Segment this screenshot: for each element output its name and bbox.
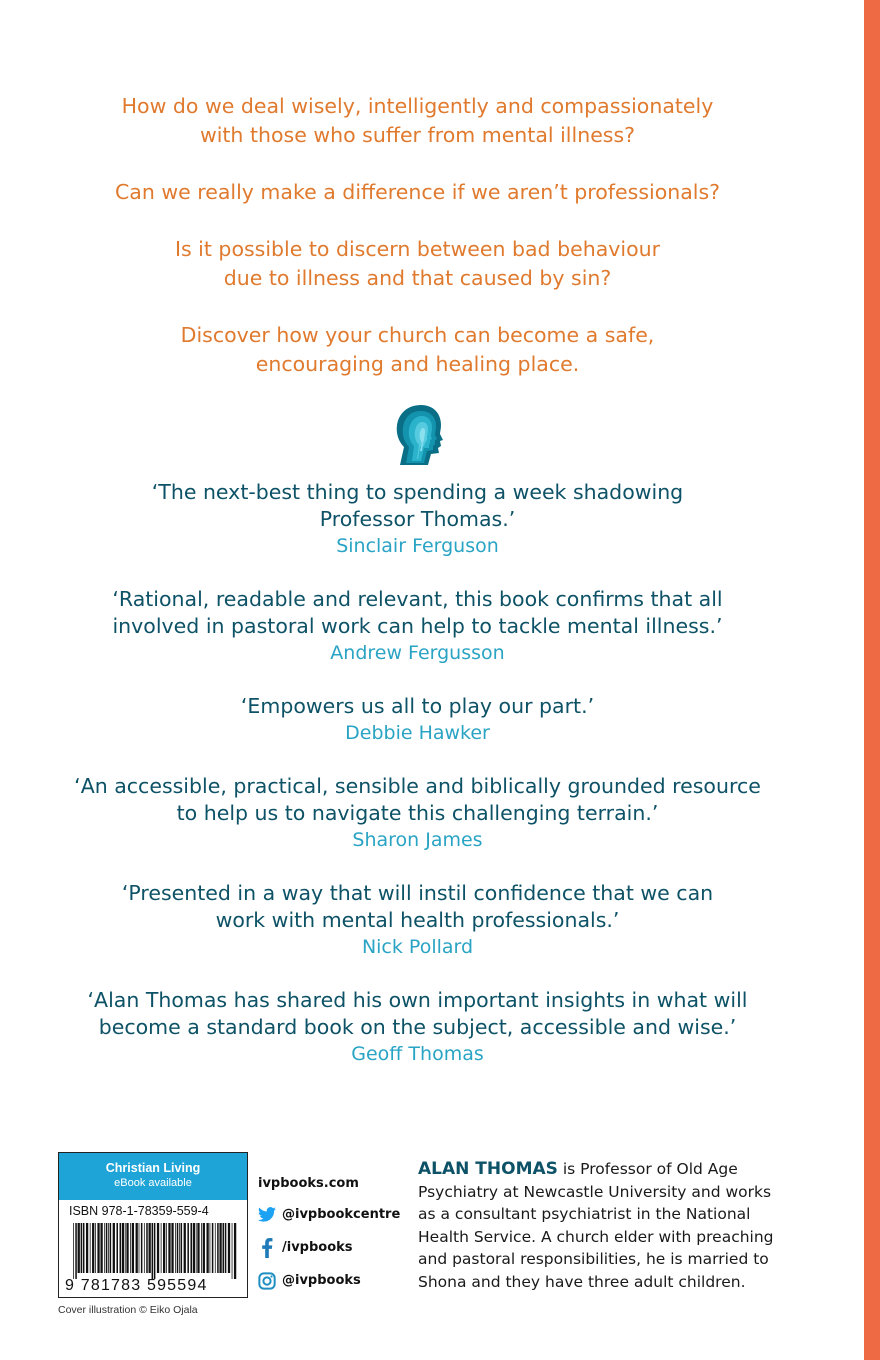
barcode-bar [179, 1223, 180, 1273]
barcode-bar [144, 1223, 145, 1273]
barcode-bar [108, 1223, 109, 1273]
barcode-bar [190, 1223, 192, 1273]
barcode-bar [228, 1223, 230, 1273]
barcode-bar [86, 1223, 88, 1273]
category-banner [59, 1153, 247, 1200]
endorsement-author: Geoff Thomas [351, 1043, 484, 1065]
barcode-bar [149, 1223, 151, 1273]
barcode-bar [161, 1223, 162, 1273]
human-head-profile-icon [394, 403, 444, 465]
barcode-bar [157, 1223, 159, 1273]
endorsement-author: Sinclair Ferguson [336, 535, 499, 557]
endorsement-author: Nick Pollard [361, 936, 474, 958]
facebook-icon [258, 1239, 276, 1257]
endorsement-2: ‘Rational, readable and relevant, this book confirms that all involved in pastoral work can help to tackle mental illness.’ Andrew Fergusson [0, 586, 835, 667]
barcode-bar [196, 1223, 197, 1273]
barcode-bar [203, 1223, 205, 1273]
barcode-bar [166, 1223, 167, 1273]
barcode-bar [234, 1223, 236, 1279]
barcode-bar [152, 1223, 154, 1279]
barcode-bar [168, 1223, 170, 1273]
barcode-bar [163, 1223, 165, 1273]
barcode-bars [71, 1223, 239, 1279]
barcode-bar [223, 1223, 225, 1273]
question-1: How do we deal wisely, intelligently and compassionately with those who suffer from mental illness? [121, 94, 714, 147]
endorsement-1: ‘The next-best thing to spending a week shadowing Professor Thomas.’ Sinclair Ferguson [0, 479, 835, 560]
barcode-bar [100, 1223, 102, 1273]
barcode-bar [106, 1223, 108, 1273]
barcode-bar [132, 1223, 134, 1273]
cover-credit: Cover illustration © Eiko Ojala [58, 1304, 198, 1316]
barcode-bar [141, 1223, 143, 1273]
barcode-bar [130, 1223, 131, 1273]
author-name: ALAN THOMAS [418, 1159, 558, 1179]
barcode-bar [125, 1223, 126, 1273]
barcode-bar [83, 1223, 85, 1273]
endorsement-3: ‘Empowers us all to play our part.’ Debbie Hawker [0, 693, 835, 747]
twitter-icon [258, 1206, 276, 1224]
instagram-handle: @ivpbooks [282, 1273, 361, 1288]
author-bio [418, 1158, 788, 1293]
twitter-link[interactable] [258, 1198, 400, 1231]
barcode-bar [201, 1223, 202, 1273]
instagram-icon [258, 1272, 276, 1290]
questions-block [0, 92, 835, 407]
barcode-bar [217, 1223, 219, 1273]
endorsement-4: ‘An accessible, practical, sensible and biblically grounded resource to help us to navigate this challenging terrain.’ Sharon James [0, 773, 835, 854]
barcode-bar [206, 1223, 208, 1273]
barcode-bar [75, 1223, 77, 1279]
barcode-bar [232, 1223, 233, 1279]
barcode-bar [181, 1223, 183, 1273]
barcode-bar [177, 1223, 179, 1273]
endorsement-author: Andrew Fergusson [330, 642, 505, 664]
social-links [258, 1168, 400, 1297]
instagram-link[interactable] [258, 1264, 400, 1297]
barcode-bar [126, 1223, 128, 1273]
barcode-bar [136, 1223, 138, 1273]
barcode-bar [193, 1223, 195, 1273]
barcode-bar [219, 1223, 221, 1273]
barcode-bar [154, 1223, 156, 1279]
barcode-bar [171, 1223, 173, 1273]
spine-stripe [864, 0, 880, 1360]
facebook-link[interactable] [258, 1231, 400, 1264]
barcode-panel [58, 1152, 248, 1298]
barcode-bar [110, 1223, 112, 1273]
barcode-bar [210, 1223, 211, 1273]
barcode-bar [139, 1223, 140, 1273]
question-3: Is it possible to discern between bad behaviour due to illness and that caused by sin? [174, 237, 661, 290]
barcode-bar [90, 1223, 91, 1273]
barcode-bar [92, 1223, 94, 1273]
endorsement-5: ‘Presented in a way that will instil confidence that we can work with mental health professionals.’ Nick Pollard [0, 880, 835, 961]
question-4: Discover how your church can become a safe, encouraging and healing place. [180, 323, 655, 376]
barcode-bar [184, 1223, 186, 1273]
barcode-bar [212, 1223, 214, 1273]
endorsement-author: Debbie Hawker [345, 722, 490, 744]
barcode-bar [197, 1223, 199, 1273]
endorsements [0, 479, 835, 1094]
barcode-bar [225, 1223, 227, 1273]
ebook-note: eBook available [114, 1177, 192, 1189]
barcode-bar [122, 1223, 124, 1273]
ean-digits: 9 781783 595594 [65, 1277, 208, 1294]
barcode-bar [97, 1223, 99, 1273]
barcode-bar [73, 1223, 74, 1279]
twitter-handle: @ivpbookcentre [282, 1207, 401, 1222]
barcode-bar [81, 1223, 83, 1273]
barcode-bar [95, 1223, 96, 1273]
endorsement-6: ‘Alan Thomas has shared his own important insights in what will become a standard book on the subject, accessible and wise.’ Geoff Thomas [0, 987, 835, 1068]
barcode-bar [120, 1223, 122, 1273]
endorsement-author: Sharon James [352, 829, 483, 851]
question-2: Can we really make a difference if we aren’t professionals? [114, 180, 721, 204]
facebook-handle: /ivpbooks [282, 1240, 353, 1255]
barcode-bar [146, 1223, 148, 1273]
isbn-label: ISBN 978-1-78359-559-4 [69, 1204, 209, 1218]
category-label: Christian Living [105, 1161, 201, 1175]
barcode-bar [104, 1223, 105, 1273]
bio-text: is Professor of Old Age Psychiatry at Newcastle University and works as a consultant psychiatrist in the National Health Service. A church elder with preaching and pastoral responsibilities, he is married to Shona and they have three adult children. [418, 1160, 774, 1291]
website-text: ivpbooks.com [258, 1175, 359, 1191]
barcode-bar [113, 1223, 115, 1273]
barcode-bar [187, 1223, 189, 1273]
barcode-bar [215, 1223, 216, 1273]
website-link[interactable] [258, 1168, 400, 1198]
barcode-bar [78, 1223, 80, 1273]
barcode-bar [175, 1223, 176, 1273]
barcode-bar [116, 1223, 118, 1273]
